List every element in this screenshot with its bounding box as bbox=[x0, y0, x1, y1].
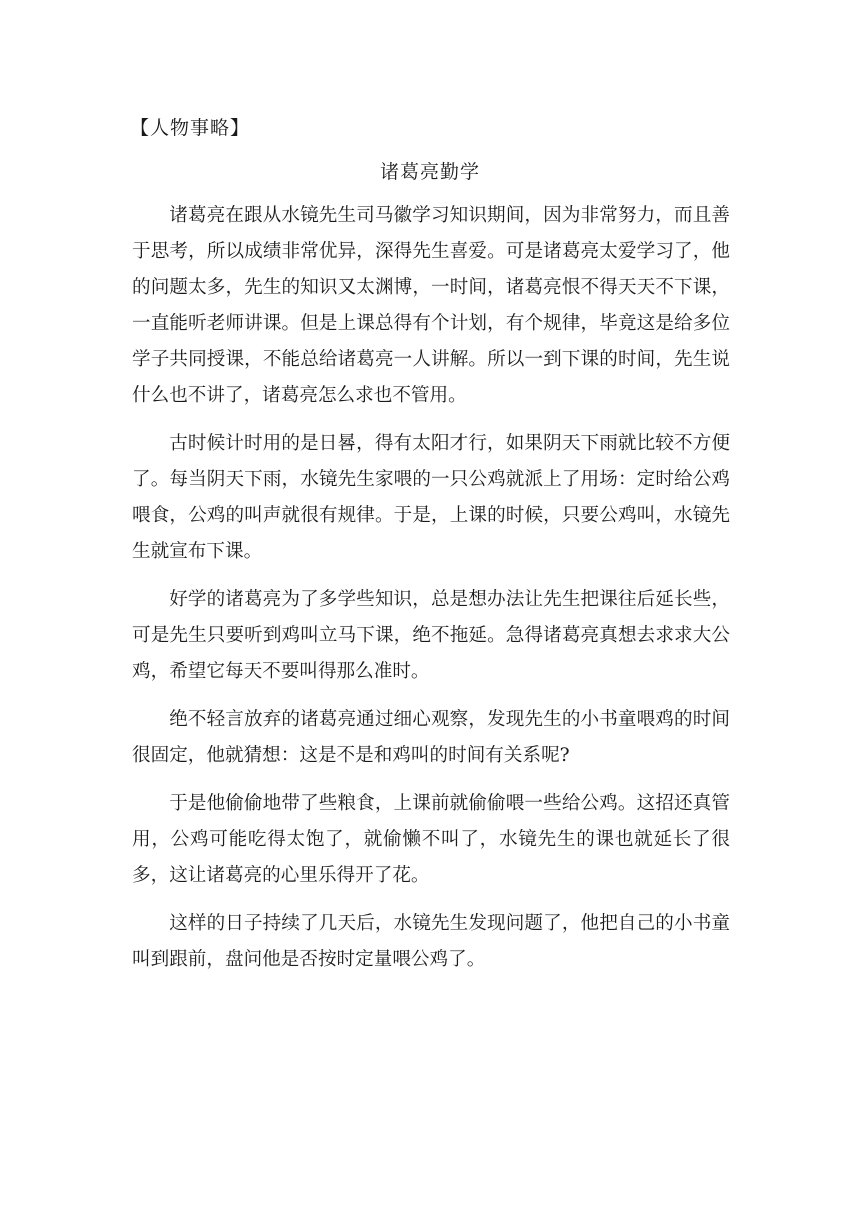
paragraph-4: 绝不轻言放弃的诸葛亮通过细心观察，发现先生的小书童喂鸡的时间很固定，他就猜想：这是不是和鸡叫的时间有关系呢? bbox=[132, 709, 730, 766]
paragraph-6: 这样的日子持续了几天后，水镜先生发现问题了，他把自己的小书童叫到跟前，盘问他是否按时定量喂公鸡了。 bbox=[132, 913, 730, 970]
article-title: 诸葛亮勤学 bbox=[379, 161, 480, 183]
article-body bbox=[132, 198, 730, 990]
paragraph-3: 好学的诸葛亮为了多学些知识，总是想办法让先生把课往后延长些，可是先生只要听到鸡叫立马下课，绝不拖延。急得诸葛亮真想去求求大公鸡，希望它每天不要叫得那么准时。 bbox=[132, 589, 730, 682]
paragraph-1: 诸葛亮在跟从水镜先生司马徽学习知识期间，因为非常努力，而且善于思考，所以成绩非常优异，深得先生喜爱。可是诸葛亮太爱学习了，他的问题太多，先生的知识又太渊博，一时间，诸葛亮恨不得天天不下课，一直能听老师讲课。但是上课总得有个计划，有个规律，毕竟这是给多位学子共同授课，不能总给诸葛亮一人讲解。所以一到下课的时间，先生说什么也不讲了，诸葛亮怎么求也不管用。 bbox=[132, 205, 730, 406]
section-tag: 【人物事略】 bbox=[130, 117, 251, 139]
paragraph-5: 于是他偷偷地带了些粮食，上课前就偷偷喂一些给公鸡。这招还真管用，公鸡可能吃得太饱了，就偷懒不叫了，水镜先生的课也就延长了很多，这让诸葛亮的心里乐得开了花。 bbox=[132, 793, 730, 886]
paragraph-2: 古时候计时用的是日晷，得有太阳才行，如果阴天下雨就比较不方便了。每当阴天下雨，水镜先生家喂的一只公鸡就派上了用场：定时给公鸡喂食，公鸡的叫声就很有规律。于是，上课的时候，只要公鸡叫，水镜先生就宣布下课。 bbox=[132, 433, 730, 562]
